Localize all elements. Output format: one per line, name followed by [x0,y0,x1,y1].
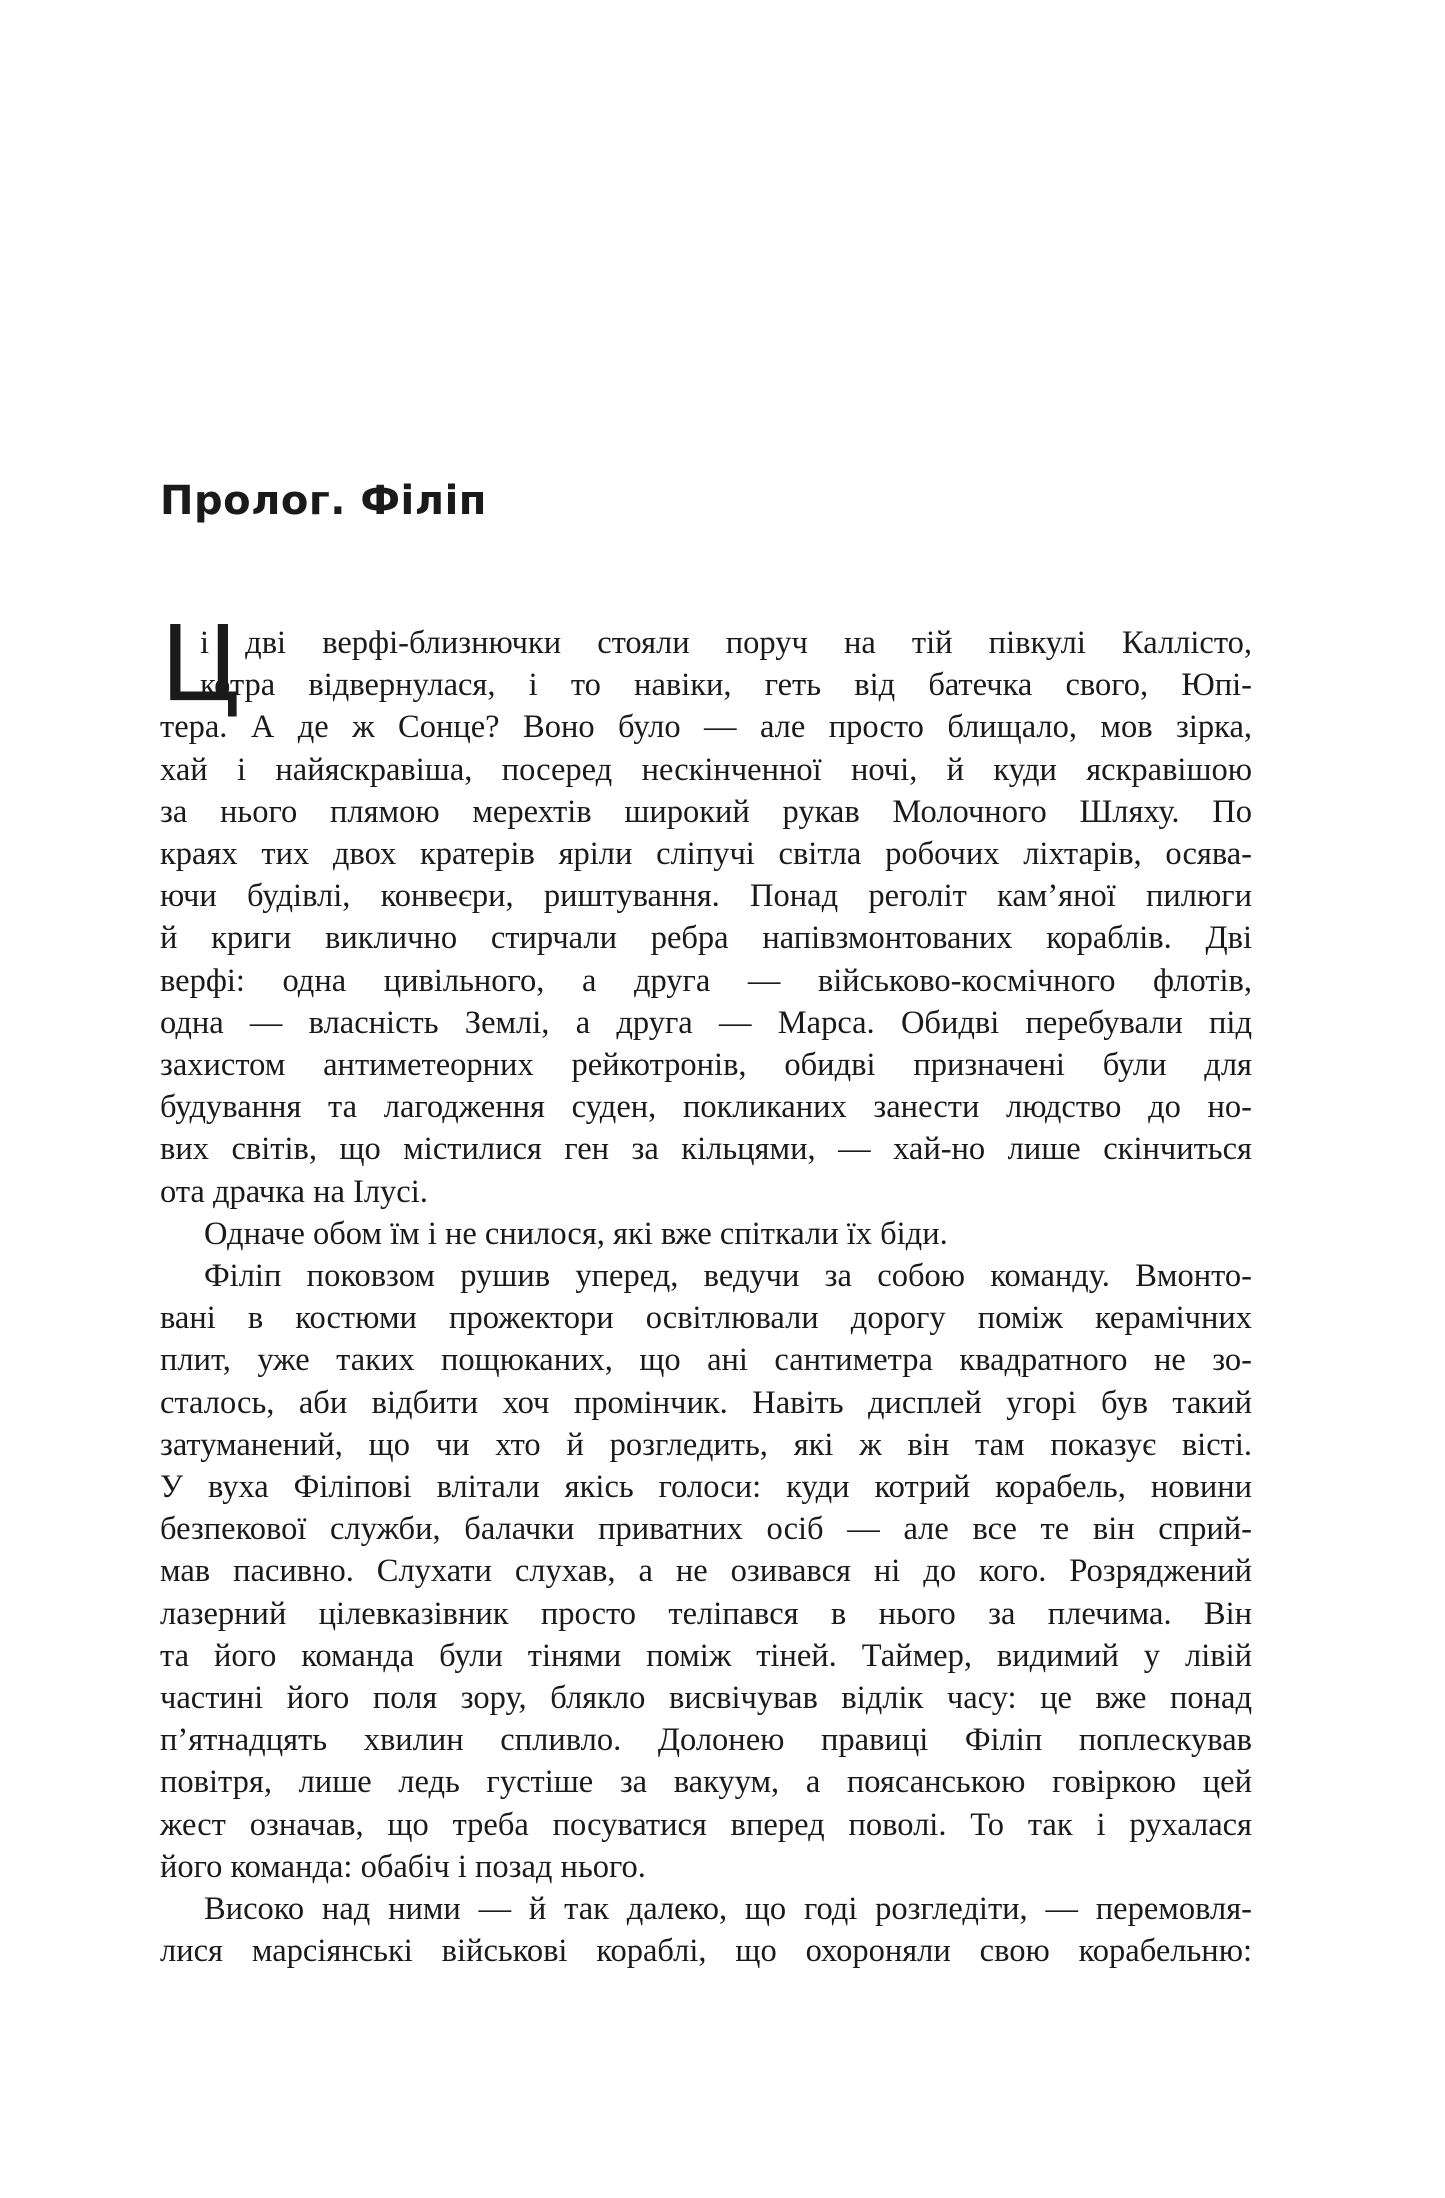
text-line: плит, уже таких пощюканих, що ані сантиметра квадратного не зо- [160,1342,1252,1379]
text-line: затуманений, що чи хто й розгледить, які ж він там показує вісті. [160,1426,1252,1463]
text-line: вані в костюми прожектори освітлювали дорогу поміж керамічних [160,1300,1252,1337]
text-line: одна — власність Землі, а друга — Марса. Обидві перебували під [160,1004,1252,1041]
text-line: та його команда були тінями поміж тіней. Таймер, видимий у лівій [160,1637,1252,1674]
text-line: У вуха Філіпові влітали якісь голоси: куди котрий корабель, новини [160,1469,1252,1506]
text-line: Високо над ними — й так далеко, що годі розгледіти, — перемовля- [204,1891,1252,1928]
text-line: вих світів, що містилися ген за кільцями, — хай-но лише скінчиться [160,1131,1252,1168]
text-line: Філіп поковзом рушив уперед, ведучи за собою команду. Вмонто- [204,1258,1252,1295]
text-line: будування та лагодження суден, покликаних занести людство до но- [160,1089,1252,1126]
text-line: хай і найяскравіша, посеред нескінченної ночі, й куди яскравішою [160,751,1252,788]
text-line: тера. А де ж Сонце? Воно було — але просто блищало, мов зірка, [160,709,1252,746]
text-line: ота драчка на Ілусі. [160,1173,428,1210]
text-line: сталось, аби відбити хоч промінчик. Навіть дисплей угорі був такий [160,1384,1252,1421]
text-line: захистом антиметеорних рейкотронів, обидві призначені були для [160,1047,1252,1084]
text-line: частині його поля зору, блякло висвічував відлік часу: це вже понад [160,1680,1252,1717]
text-line: мав пасивно. Слухати слухав, а не озивався ні до кого. Розряджений [160,1553,1252,1590]
text-line: безпекової служби, балачки приватних осіб — але все те він сприй- [160,1511,1252,1548]
text-line: й криги виклично стирчали ребра напівзмонтованих кораблів. Дві [160,920,1252,957]
chapter-title: Пролог. Філіп [160,478,487,524]
text-line: за нього плямою мерехтів широкий рукав Молочного Шляху. По [160,793,1252,830]
text-block [160,603,1252,1973]
text-line: повітря, лише ледь густіше за вакуум, а поясанською говіркою цей [160,1764,1252,1801]
text-line: краях тих двох кратерів яріли сліпучі світла робочих ліхтарів, осява- [160,836,1252,873]
text-line: лися марсіянські військові кораблі, що охороняли свою корабельню: [160,1933,1252,1970]
text-line: п’ятнадцять хвилин спливло. Долонею правиці Філіп поплескував [160,1722,1252,1759]
text-line: лазерний цілевказівник просто теліпався в нього за плечима. Він [160,1595,1252,1632]
body-text [160,603,1252,1973]
text-line: його команда: обабіч і позад нього. [160,1848,646,1885]
text-line: і дві верфі-близнючки стояли поруч на тій півкулі Каллісто, [200,625,1252,661]
text-line: верфі: одна цивільного, а друга — військово-космічного флотів, [160,962,1252,999]
text-line: ючи будівлі, конвеєри, риштування. Понад реголіт кам’яної пилюги [160,878,1252,915]
text-line: жест означав, що треба посуватися вперед поволі. То так і рухалася [160,1806,1252,1843]
text-line: Одначе обом їм і не снилося, які вже спіткали їх біди. [204,1215,948,1252]
drop-cap: Ц [160,603,241,725]
text-line: котра відвернулася, і то навіки, геть від батечка свого, Юпі- [200,667,1252,704]
